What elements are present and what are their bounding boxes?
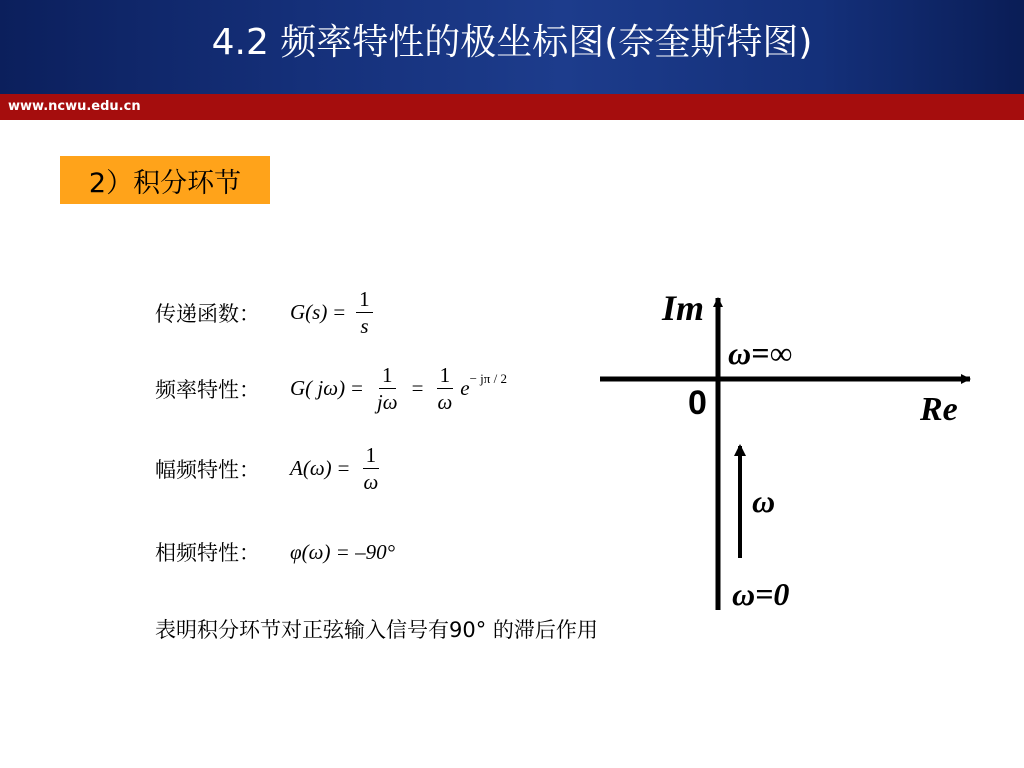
phase-characteristic-label: 相频特性：: [155, 541, 260, 565]
formula-lhs: A(ω): [290, 456, 332, 480]
fraction: [361, 442, 382, 495]
formula-lhs: G(s): [290, 300, 328, 324]
denominator: jω: [376, 390, 398, 414]
magnitude-characteristic-row: [155, 442, 386, 495]
denominator: ω: [363, 470, 379, 494]
magnitude-characteristic-label: 幅频特性：: [155, 457, 260, 482]
summary-text: 表明积分环节对正弦输入信号有90° 的滞后作用: [155, 618, 598, 642]
phase-characteristic-row: [155, 537, 395, 567]
exponent: − jπ / 2: [469, 370, 507, 386]
frequency-characteristic-row: [155, 362, 507, 415]
numerator: 1: [379, 362, 396, 389]
formula-lhs: G( jω): [290, 376, 346, 400]
equals-sign: =: [351, 376, 363, 400]
nyquist-diagram: [590, 280, 990, 620]
denominator: ω: [437, 390, 453, 414]
url-bar: [0, 94, 1024, 120]
origin-label: 0: [688, 384, 707, 422]
header-banner: [0, 0, 1024, 94]
frequency-characteristic-formula: [290, 362, 507, 415]
magnitude-characteristic-formula: [290, 442, 386, 495]
transfer-function-row: [155, 286, 378, 339]
fraction: [356, 286, 373, 339]
omega-zero-label: ω=0: [732, 576, 790, 612]
equals-sign: =: [337, 456, 350, 480]
numerator: 1: [363, 442, 380, 469]
omega-infinity-label: ω=∞: [728, 335, 793, 371]
exponential-base: e: [460, 376, 470, 400]
transfer-function-label: 传递函数：: [155, 301, 260, 326]
slide-title: 4.2 频率特性的极坐标图(奈奎斯特图): [211, 22, 813, 63]
phase-characteristic-formula: φ(ω) = –90°: [290, 539, 395, 564]
omega-label: ω: [752, 483, 776, 519]
frequency-characteristic-label: 频率特性：: [155, 377, 260, 402]
numerator: 1: [356, 286, 373, 313]
fraction: [434, 362, 455, 415]
section-label: 2）积分环节: [60, 156, 270, 204]
equals-sign: =: [333, 300, 346, 324]
transfer-function-formula: [290, 286, 378, 339]
re-axis-label: Re: [920, 391, 958, 428]
numerator: 1: [437, 362, 454, 389]
im-axis-label: Im: [662, 288, 705, 328]
denominator: s: [360, 314, 369, 338]
equals-sign: =: [411, 376, 424, 400]
site-url: www.ncwu.edu.cn: [8, 99, 141, 114]
fraction: [374, 362, 401, 415]
